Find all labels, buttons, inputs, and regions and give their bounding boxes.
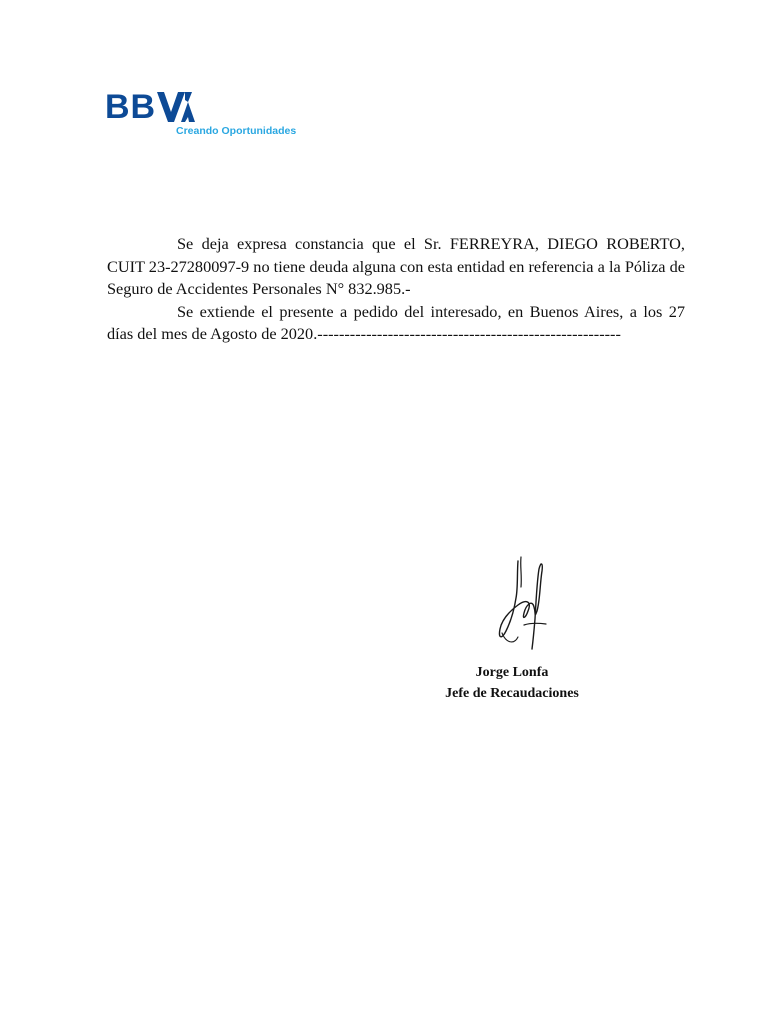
letter-paragraph-2: Se extiende el presente a pedido del interesado, en Buenos Aires, a los 27 días del mes de Agosto de 2020.--------------------------------------------------------	[107, 301, 685, 343]
letter-body	[107, 233, 685, 346]
letter-paragraph-1: Se deja expresa constancia que el Sr. FERREYRA, DIEGO ROBERTO, CUIT 23-27280097-9 no tiene deuda alguna con esta entidad en referencia a la Póliza de Seguro de Accidentes Personales N° 832.985.-	[107, 234, 685, 298]
bbva-logo	[105, 88, 297, 140]
handwritten-signature	[488, 553, 558, 657]
signer-title: Jefe de Recaudaciones	[445, 686, 579, 701]
bbva-va-mark-icon	[157, 92, 197, 122]
signer-block	[408, 662, 616, 704]
signer-name: Jorge Lonfa	[475, 665, 549, 680]
logo-tagline: Creando Oportunidades	[176, 125, 297, 137]
bbva-wordmark: BB	[105, 88, 197, 126]
